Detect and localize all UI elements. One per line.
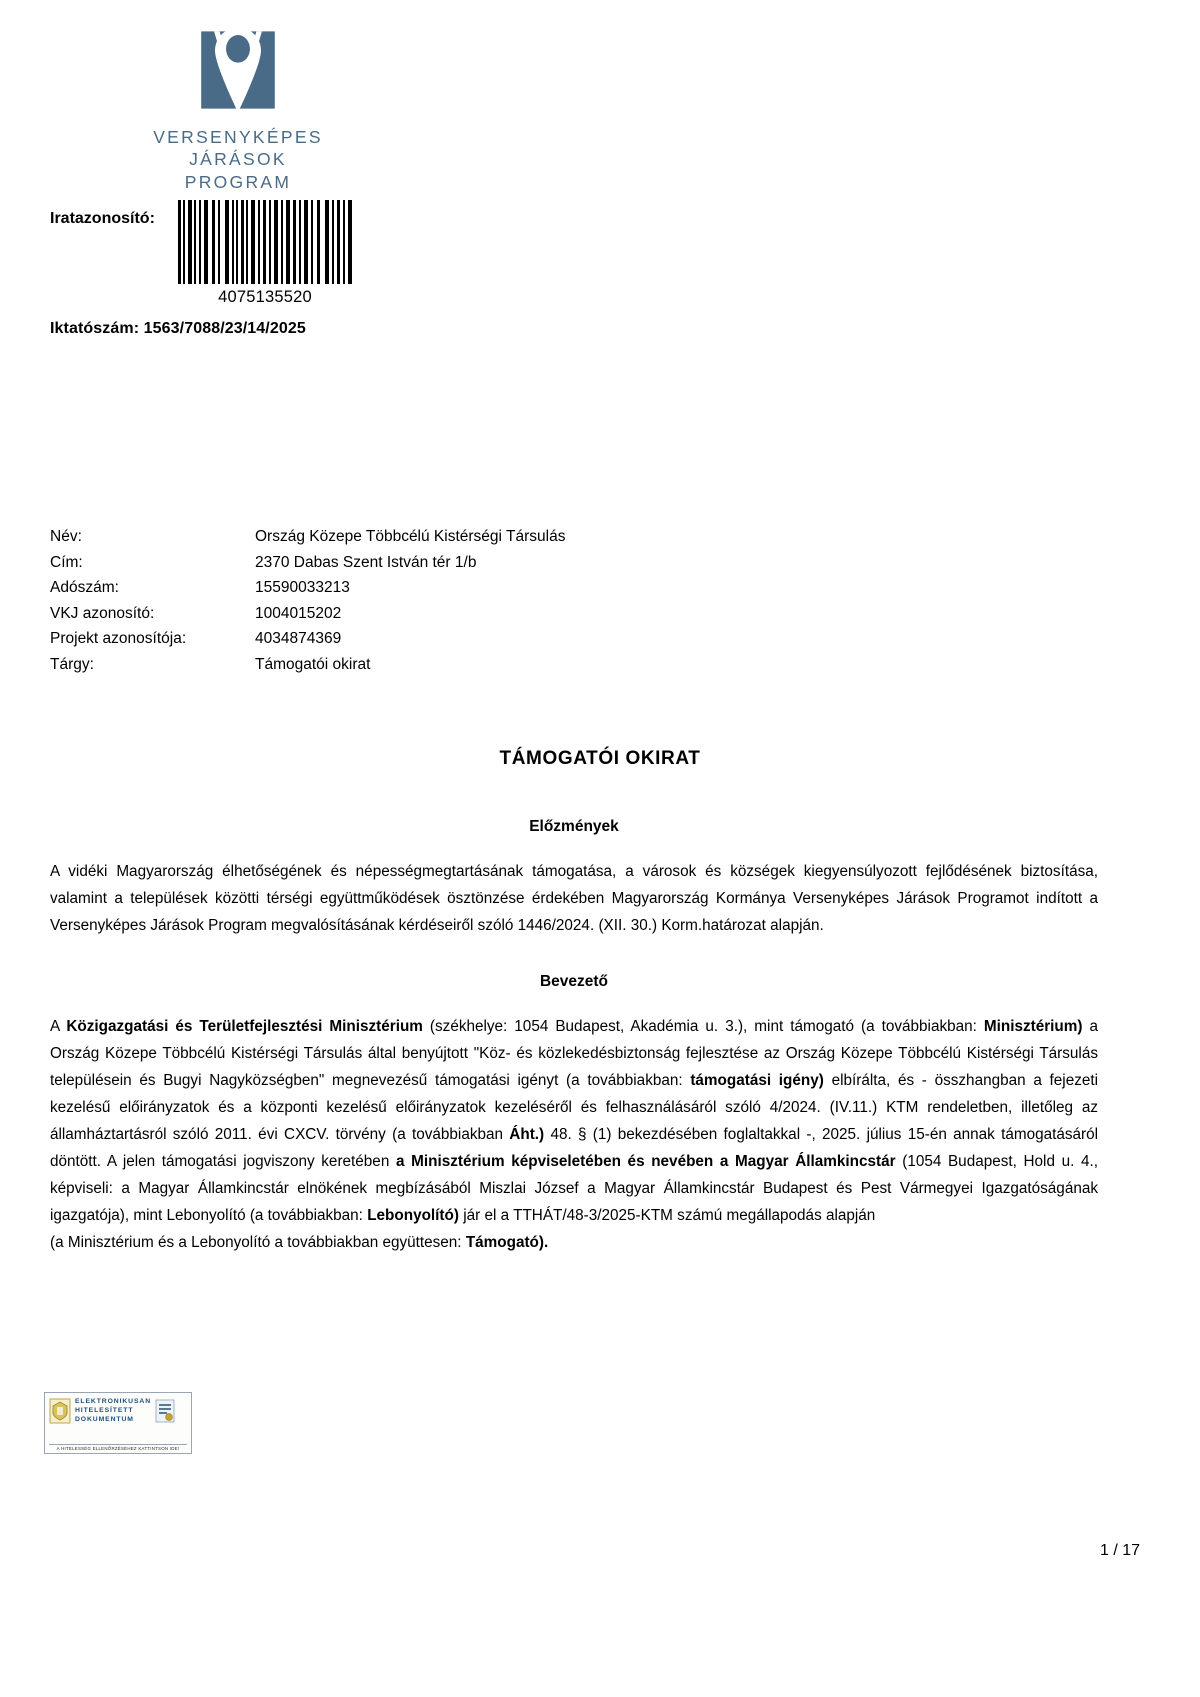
registration-number: Iktatószám: 1563/7088/23/14/2025 xyxy=(50,320,306,337)
logo-line-2: PROGRAM xyxy=(184,171,292,192)
section-heading-bevezeto: Bevezető xyxy=(539,973,609,990)
text-a: A xyxy=(50,1018,60,1035)
text-h: (a Minisztérium és a Lebonyolító a továbbiakban együttesen: xyxy=(50,1234,462,1251)
detail-row-cim xyxy=(50,550,750,576)
coat-of-arms-icon xyxy=(49,1398,71,1424)
stamp-line-2: HITELESÍTETT xyxy=(75,1407,134,1415)
document-body xyxy=(50,818,1098,1256)
detail-row-targy xyxy=(50,652,750,678)
barcode-image xyxy=(176,200,354,284)
detail-value: 15590033213 xyxy=(255,579,350,596)
detail-value: Támogatói okirat xyxy=(255,655,371,673)
detail-value: 1004015202 xyxy=(255,604,342,622)
document-id-label: Iratazonosító: xyxy=(50,210,155,227)
stamp-verification-note[interactable]: A HITELESSÉG ELLENŐRZÉSÉHEZ KATTINTSON IDE! xyxy=(49,1444,187,1451)
detail-key: Adószám: xyxy=(50,579,119,596)
supporter-bold: Támogató). xyxy=(465,1234,549,1251)
stamp-line-1: ELEKTRONIKUSAN xyxy=(75,1398,152,1405)
treasury-bold: a Minisztérium képviseletében és nevében a Magyar Államkincstár xyxy=(395,1153,896,1170)
ministry-name-bold: Közigazgatási és Területfejlesztési Minisztérium xyxy=(66,1018,423,1035)
detail-key: Cím: xyxy=(50,553,83,571)
location-pin-icon xyxy=(192,24,284,116)
text-f: (1054 Budapest, Hold u. 4., képviseli: a Magyar Államkincstár elnökének megbízásából Miszlai József a Magyar Államkincstár Budapest és Pest Vármegyei Igazgatóságának igazgatója), mint Lebonyolító (a továbbiakban: xyxy=(50,1153,1098,1224)
detail-value: 4034874369 xyxy=(255,630,342,647)
detail-key: VKJ azonosító: xyxy=(50,604,155,622)
aht-bold: Áht.) xyxy=(509,1126,545,1143)
logo-line-1: VERSENYKÉPES JÁRÁSOK xyxy=(153,127,323,170)
paragraph-bevezeto xyxy=(50,1013,1098,1229)
support-demand-bold: támogatási igény) xyxy=(690,1072,824,1089)
page-number: 1 / 17 xyxy=(1099,1542,1140,1559)
paragraph-elozmenyek: A vidéki Magyarország élhetőségének és népességmegtartásának támogatása, a városok és községek kiegyensúlyozott fejlődésének biztosítása, valamint a települések közötti térségi együttműködések ösztönzése érdekében Magyarország Kormánya Versenyképes Járások Programot indított a Versenyképes Járások Program megvalósításának kérdéseiről szóló 1446/2024. (XII. 30.) Korm.határozat alapján. xyxy=(50,863,1098,934)
text-d: elbírálta, és - összhangban a fejezeti kezelésű előirányzatok és a központi kezelésű előirányzatok kezeléséről és felhasználásáról szóló 4/2024. (IV.11.) KTM rendeletben, illetőleg az államháztartásról szóló 2011. évi CXCV. törvény (a továbbiakban xyxy=(50,1072,1099,1143)
text-c: a Ország Közepe Többcélú Kistérségi Társulás által benyújtott "Köz- és közlekedésbiztonság fejlesztése az Ország Közepe Többcélú Kistérségi Társulás településein és Bugyi Nagyközségben" megnevezésű támogatási igényt (a továbbiakban: xyxy=(50,1018,1099,1089)
text-g: jár el a TTHÁT/48-3/2025-KTM számú megállapodás alapján xyxy=(463,1207,876,1224)
detail-key: Név: xyxy=(50,528,82,545)
stamp-line-3: DOKUMENTUM xyxy=(75,1416,134,1424)
ministry-short-bold: Minisztérium) xyxy=(983,1018,1083,1035)
section-heading-elozmenyek: Előzmények xyxy=(529,818,619,835)
stamp-text xyxy=(75,1397,151,1425)
certificate-badge-icon xyxy=(155,1399,175,1423)
detail-key: Projekt azonosítója: xyxy=(50,630,187,647)
barcode-number: 4075135520 xyxy=(218,288,312,306)
detail-row-vkj xyxy=(50,601,750,627)
text-e: 48. § (1) bekezdésében foglaltakkal -, 2025. július 15-én annak támogatásáról döntött. A jelen támogatási jogviszony keretében xyxy=(50,1126,1099,1170)
detail-row-nev xyxy=(50,524,750,550)
page-title: TÁMOGATÓI OKIRAT xyxy=(499,748,701,769)
electronic-authentication-stamp[interactable] xyxy=(44,1392,192,1454)
detail-row-projekt xyxy=(50,626,750,652)
detail-row-adoszam xyxy=(50,575,750,601)
detail-value: Ország Közepe Többcélú Kistérségi Társulás xyxy=(255,528,566,545)
stamp-top-row xyxy=(49,1397,187,1425)
text-b: (székhelye: 1054 Budapest, Akadémia u. 3.), mint támogató (a továbbiakban: xyxy=(429,1018,977,1035)
detail-key: Tárgy: xyxy=(50,655,94,673)
program-logo xyxy=(118,24,358,193)
recipient-details xyxy=(50,524,750,677)
barcode-block xyxy=(176,200,354,307)
logo-wordmark xyxy=(118,126,358,193)
executor-bold: Lebonyolító) xyxy=(367,1207,459,1224)
paragraph-supporter-definition xyxy=(50,1229,1098,1256)
detail-value: 2370 Dabas Szent István tér 1/b xyxy=(255,553,477,571)
